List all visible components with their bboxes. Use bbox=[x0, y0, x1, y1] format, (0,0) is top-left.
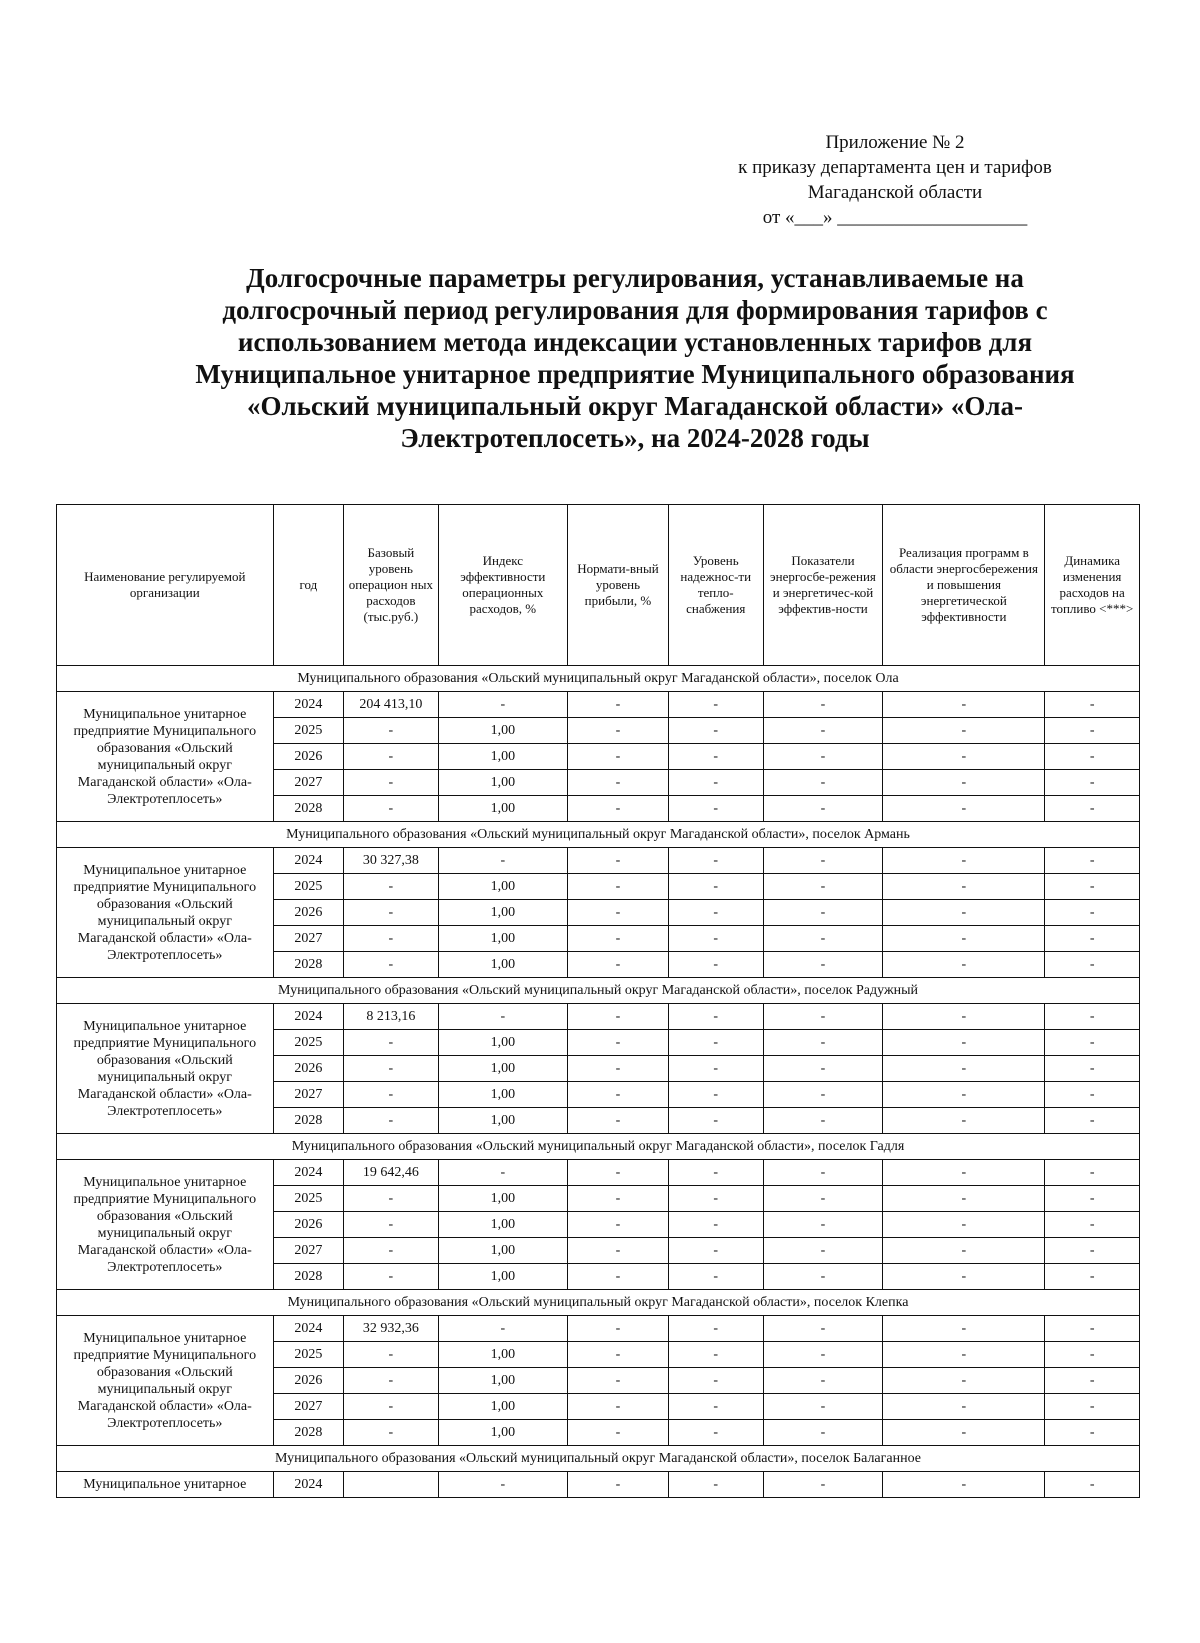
profit-level-cell: - bbox=[567, 900, 668, 926]
org-name-cell: Муниципальное унитарное предприятие Муниципального образования «Ольский муниципальный округ Магаданской области» «Ола-Электротеплосеть» bbox=[57, 1316, 274, 1446]
org-name-cell: Муниципальное унитарное предприятие Муниципального образования «Ольский муниципальный округ Магаданской области» «Ола-Электротеплосеть» bbox=[57, 848, 274, 978]
table-header-row bbox=[57, 505, 1140, 666]
programs-cell: - bbox=[883, 952, 1045, 978]
energy-saving-cell: - bbox=[763, 1004, 883, 1030]
energy-saving-cell: - bbox=[763, 692, 883, 718]
profit-level-cell: - bbox=[567, 1082, 668, 1108]
header-fuel-dynamics: Динамика изменения расходов на топливо <***> bbox=[1045, 505, 1140, 666]
fuel-dynamics-cell: - bbox=[1045, 1342, 1140, 1368]
energy-saving-cell: - bbox=[763, 1108, 883, 1134]
base-opex-cell: - bbox=[344, 1030, 439, 1056]
reliability-cell: - bbox=[668, 848, 763, 874]
base-opex-cell: - bbox=[344, 1186, 439, 1212]
year-cell: 2026 bbox=[273, 1368, 343, 1394]
fuel-dynamics-cell: - bbox=[1045, 718, 1140, 744]
programs-cell: - bbox=[883, 1420, 1045, 1446]
header-reliability: Уровень надежнос-ти тепло-снабжения bbox=[668, 505, 763, 666]
base-opex-cell: - bbox=[344, 796, 439, 822]
section-row bbox=[57, 1446, 1140, 1472]
section-title: Муниципального образования «Ольский муниципальный округ Магаданской области», поселок Ола bbox=[57, 666, 1140, 692]
year-cell: 2028 bbox=[273, 796, 343, 822]
section-title: Муниципального образования «Ольский муниципальный округ Магаданской области», поселок Клепка bbox=[57, 1290, 1140, 1316]
fuel-dynamics-cell: - bbox=[1045, 1082, 1140, 1108]
efficiency-index-cell: - bbox=[438, 1004, 567, 1030]
title-line: долгосрочный период регулирования для формирования тарифов с bbox=[222, 295, 1048, 325]
year-cell: 2027 bbox=[273, 770, 343, 796]
programs-cell: - bbox=[883, 1056, 1045, 1082]
programs-cell: - bbox=[883, 1368, 1045, 1394]
profit-level-cell: - bbox=[567, 1394, 668, 1420]
programs-cell: - bbox=[883, 1472, 1045, 1498]
reliability-cell: - bbox=[668, 1264, 763, 1290]
section-row bbox=[57, 978, 1140, 1004]
year-cell: 2024 bbox=[273, 848, 343, 874]
programs-cell: - bbox=[883, 1082, 1045, 1108]
efficiency-index-cell: 1,00 bbox=[438, 1186, 567, 1212]
energy-saving-cell: - bbox=[763, 796, 883, 822]
base-opex-cell: - bbox=[344, 1394, 439, 1420]
profit-level-cell: - bbox=[567, 1420, 668, 1446]
org-name-cell: Муниципальное унитарное предприятие Муниципального образования «Ольский муниципальный округ Магаданской области» «Ола-Электротеплосеть» bbox=[57, 1004, 274, 1134]
efficiency-index-cell: - bbox=[438, 1472, 567, 1498]
document-title bbox=[150, 262, 1120, 454]
profit-level-cell: - bbox=[567, 770, 668, 796]
table-row bbox=[57, 1160, 1140, 1186]
table-row bbox=[57, 1472, 1140, 1498]
profit-level-cell: - bbox=[567, 926, 668, 952]
efficiency-index-cell: 1,00 bbox=[438, 1082, 567, 1108]
fuel-dynamics-cell: - bbox=[1045, 1004, 1140, 1030]
reliability-cell: - bbox=[668, 1212, 763, 1238]
appendix-order-ref: к приказу департамента цен и тарифов bbox=[738, 157, 1052, 178]
section-title: Муниципального образования «Ольский муниципальный округ Магаданской области», поселок Балаганное bbox=[57, 1446, 1140, 1472]
efficiency-index-cell: 1,00 bbox=[438, 1420, 567, 1446]
year-cell: 2024 bbox=[273, 1160, 343, 1186]
profit-level-cell: - bbox=[567, 692, 668, 718]
year-cell: 2025 bbox=[273, 874, 343, 900]
profit-level-cell: - bbox=[567, 1186, 668, 1212]
profit-level-cell: - bbox=[567, 1160, 668, 1186]
programs-cell: - bbox=[883, 1160, 1045, 1186]
year-cell: 2025 bbox=[273, 718, 343, 744]
base-opex-cell: 8 213,16 bbox=[344, 1004, 439, 1030]
year-cell: 2024 bbox=[273, 1316, 343, 1342]
title-line: использованием метода индексации установленных тарифов для bbox=[237, 327, 1033, 357]
efficiency-index-cell: - bbox=[438, 1160, 567, 1186]
appendix-header bbox=[705, 130, 1085, 230]
title-line: Муниципальное унитарное предприятие Муниципального образования bbox=[195, 359, 1075, 389]
header-efficiency-index: Индекс эффективности операционных расходов, % bbox=[438, 505, 567, 666]
efficiency-index-cell: 1,00 bbox=[438, 1056, 567, 1082]
efficiency-index-cell: 1,00 bbox=[438, 900, 567, 926]
programs-cell: - bbox=[883, 1316, 1045, 1342]
profit-level-cell: - bbox=[567, 952, 668, 978]
programs-cell: - bbox=[883, 1186, 1045, 1212]
section-title: Муниципального образования «Ольский муниципальный округ Магаданской области», поселок Радужный bbox=[57, 978, 1140, 1004]
energy-saving-cell: - bbox=[763, 1030, 883, 1056]
base-opex-cell: 204 413,10 bbox=[344, 692, 439, 718]
fuel-dynamics-cell: - bbox=[1045, 952, 1140, 978]
programs-cell: - bbox=[883, 848, 1045, 874]
reliability-cell: - bbox=[668, 1368, 763, 1394]
base-opex-cell: - bbox=[344, 1342, 439, 1368]
energy-saving-cell: - bbox=[763, 1160, 883, 1186]
profit-level-cell: - bbox=[567, 744, 668, 770]
profit-level-cell: - bbox=[567, 1472, 668, 1498]
reliability-cell: - bbox=[668, 1238, 763, 1264]
profit-level-cell: - bbox=[567, 1316, 668, 1342]
reliability-cell: - bbox=[668, 900, 763, 926]
programs-cell: - bbox=[883, 1212, 1045, 1238]
profit-level-cell: - bbox=[567, 1004, 668, 1030]
energy-saving-cell: - bbox=[763, 952, 883, 978]
reliability-cell: - bbox=[668, 1160, 763, 1186]
programs-cell: - bbox=[883, 1030, 1045, 1056]
energy-saving-cell: - bbox=[763, 848, 883, 874]
efficiency-index-cell: 1,00 bbox=[438, 1108, 567, 1134]
header-org-name: Наименование регулируемой организации bbox=[57, 505, 274, 666]
base-opex-cell: - bbox=[344, 926, 439, 952]
year-cell: 2028 bbox=[273, 1264, 343, 1290]
fuel-dynamics-cell: - bbox=[1045, 874, 1140, 900]
efficiency-index-cell: 1,00 bbox=[438, 1394, 567, 1420]
header-base-opex: Базовый уровень операцион ных расходов (тыс.руб.) bbox=[344, 505, 439, 666]
reliability-cell: - bbox=[668, 1082, 763, 1108]
efficiency-index-cell: 1,00 bbox=[438, 1342, 567, 1368]
fuel-dynamics-cell: - bbox=[1045, 796, 1140, 822]
header-programs: Реализация программ в области энергосбережения и повышения энергетической эффективности bbox=[883, 505, 1045, 666]
fuel-dynamics-cell: - bbox=[1045, 1056, 1140, 1082]
energy-saving-cell: - bbox=[763, 1368, 883, 1394]
energy-saving-cell: - bbox=[763, 926, 883, 952]
programs-cell: - bbox=[883, 1342, 1045, 1368]
fuel-dynamics-cell: - bbox=[1045, 1394, 1140, 1420]
efficiency-index-cell: 1,00 bbox=[438, 770, 567, 796]
base-opex-cell: - bbox=[344, 1108, 439, 1134]
base-opex-cell bbox=[344, 1472, 439, 1498]
year-cell: 2027 bbox=[273, 1394, 343, 1420]
table-row bbox=[57, 1004, 1140, 1030]
base-opex-cell: - bbox=[344, 1082, 439, 1108]
reliability-cell: - bbox=[668, 1108, 763, 1134]
fuel-dynamics-cell: - bbox=[1045, 1420, 1140, 1446]
base-opex-cell: - bbox=[344, 1238, 439, 1264]
programs-cell: - bbox=[883, 770, 1045, 796]
base-opex-cell: - bbox=[344, 952, 439, 978]
section-row bbox=[57, 822, 1140, 848]
year-cell: 2026 bbox=[273, 900, 343, 926]
year-cell: 2027 bbox=[273, 926, 343, 952]
reliability-cell: - bbox=[668, 1186, 763, 1212]
efficiency-index-cell: 1,00 bbox=[438, 1368, 567, 1394]
reliability-cell: - bbox=[668, 952, 763, 978]
energy-saving-cell: - bbox=[763, 1342, 883, 1368]
reliability-cell: - bbox=[668, 796, 763, 822]
energy-saving-cell: - bbox=[763, 1186, 883, 1212]
year-cell: 2025 bbox=[273, 1342, 343, 1368]
programs-cell: - bbox=[883, 692, 1045, 718]
base-opex-cell: 30 327,38 bbox=[344, 848, 439, 874]
year-cell: 2027 bbox=[273, 1238, 343, 1264]
programs-cell: - bbox=[883, 744, 1045, 770]
efficiency-index-cell: 1,00 bbox=[438, 718, 567, 744]
fuel-dynamics-cell: - bbox=[1045, 1316, 1140, 1342]
fuel-dynamics-cell: - bbox=[1045, 900, 1140, 926]
year-cell: 2028 bbox=[273, 952, 343, 978]
fuel-dynamics-cell: - bbox=[1045, 1212, 1140, 1238]
fuel-dynamics-cell: - bbox=[1045, 1160, 1140, 1186]
table-row bbox=[57, 692, 1140, 718]
profit-level-cell: - bbox=[567, 1108, 668, 1134]
fuel-dynamics-cell: - bbox=[1045, 744, 1140, 770]
profit-level-cell: - bbox=[567, 796, 668, 822]
energy-saving-cell: - bbox=[763, 1056, 883, 1082]
reliability-cell: - bbox=[668, 1030, 763, 1056]
table-row bbox=[57, 1316, 1140, 1342]
fuel-dynamics-cell: - bbox=[1045, 1238, 1140, 1264]
programs-cell: - bbox=[883, 718, 1045, 744]
section-title: Муниципального образования «Ольский муниципальный округ Магаданской области», поселок Армань bbox=[57, 822, 1140, 848]
energy-saving-cell: - bbox=[763, 1082, 883, 1108]
fuel-dynamics-cell: - bbox=[1045, 1368, 1140, 1394]
efficiency-index-cell: - bbox=[438, 692, 567, 718]
header-year: год bbox=[273, 505, 343, 666]
fuel-dynamics-cell: - bbox=[1045, 1108, 1140, 1134]
reliability-cell: - bbox=[668, 1316, 763, 1342]
fuel-dynamics-cell: - bbox=[1045, 926, 1140, 952]
efficiency-index-cell: 1,00 bbox=[438, 1264, 567, 1290]
reliability-cell: - bbox=[668, 874, 763, 900]
energy-saving-cell: - bbox=[763, 1394, 883, 1420]
section-title: Муниципального образования «Ольский муниципальный округ Магаданской области», поселок Гадля bbox=[57, 1134, 1140, 1160]
energy-saving-cell: - bbox=[763, 1420, 883, 1446]
energy-saving-cell: - bbox=[763, 1264, 883, 1290]
parameters-table bbox=[56, 504, 1140, 1498]
section-row bbox=[57, 1290, 1140, 1316]
profit-level-cell: - bbox=[567, 874, 668, 900]
year-cell: 2026 bbox=[273, 1056, 343, 1082]
fuel-dynamics-cell: - bbox=[1045, 692, 1140, 718]
base-opex-cell: - bbox=[344, 1212, 439, 1238]
fuel-dynamics-cell: - bbox=[1045, 848, 1140, 874]
fuel-dynamics-cell: - bbox=[1045, 1472, 1140, 1498]
reliability-cell: - bbox=[668, 1420, 763, 1446]
header-profit-level: Нормати-вный уровень прибыли, % bbox=[567, 505, 668, 666]
title-line: Электротеплосеть», на 2024-2028 годы bbox=[400, 423, 870, 453]
reliability-cell: - bbox=[668, 1004, 763, 1030]
reliability-cell: - bbox=[668, 926, 763, 952]
reliability-cell: - bbox=[668, 1056, 763, 1082]
efficiency-index-cell: 1,00 bbox=[438, 926, 567, 952]
org-name-cell: Муниципальное унитарное bbox=[57, 1472, 274, 1498]
reliability-cell: - bbox=[668, 1342, 763, 1368]
reliability-cell: - bbox=[668, 692, 763, 718]
programs-cell: - bbox=[883, 1108, 1045, 1134]
profit-level-cell: - bbox=[567, 1056, 668, 1082]
year-cell: 2026 bbox=[273, 1212, 343, 1238]
reliability-cell: - bbox=[668, 744, 763, 770]
efficiency-index-cell: 1,00 bbox=[438, 1238, 567, 1264]
fuel-dynamics-cell: - bbox=[1045, 1030, 1140, 1056]
profit-level-cell: - bbox=[567, 1342, 668, 1368]
year-cell: 2025 bbox=[273, 1186, 343, 1212]
base-opex-cell: - bbox=[344, 744, 439, 770]
org-name-cell: Муниципальное унитарное предприятие Муниципального образования «Ольский муниципальный округ Магаданской области» «Ола-Электротеплосеть» bbox=[57, 1160, 274, 1290]
efficiency-index-cell: - bbox=[438, 1316, 567, 1342]
org-name-cell: Муниципальное унитарное предприятие Муниципального образования «Ольский муниципальный округ Магаданской области» «Ола-Электротеплосеть» bbox=[57, 692, 274, 822]
programs-cell: - bbox=[883, 926, 1045, 952]
fuel-dynamics-cell: - bbox=[1045, 1186, 1140, 1212]
base-opex-cell: - bbox=[344, 874, 439, 900]
base-opex-cell: - bbox=[344, 718, 439, 744]
year-cell: 2024 bbox=[273, 692, 343, 718]
efficiency-index-cell: - bbox=[438, 848, 567, 874]
efficiency-index-cell: 1,00 bbox=[438, 1030, 567, 1056]
profit-level-cell: - bbox=[567, 1030, 668, 1056]
base-opex-cell: - bbox=[344, 1264, 439, 1290]
energy-saving-cell: - bbox=[763, 900, 883, 926]
profit-level-cell: - bbox=[567, 1368, 668, 1394]
profit-level-cell: - bbox=[567, 718, 668, 744]
programs-cell: - bbox=[883, 796, 1045, 822]
year-cell: 2024 bbox=[273, 1472, 343, 1498]
base-opex-cell: - bbox=[344, 770, 439, 796]
efficiency-index-cell: 1,00 bbox=[438, 874, 567, 900]
section-row bbox=[57, 666, 1140, 692]
year-cell: 2026 bbox=[273, 744, 343, 770]
energy-saving-cell: - bbox=[763, 1238, 883, 1264]
efficiency-index-cell: 1,00 bbox=[438, 796, 567, 822]
reliability-cell: - bbox=[668, 1394, 763, 1420]
energy-saving-cell: - bbox=[763, 1472, 883, 1498]
energy-saving-cell: - bbox=[763, 770, 883, 796]
base-opex-cell: 19 642,46 bbox=[344, 1160, 439, 1186]
appendix-date: от «___» ____________________ bbox=[762, 207, 1028, 228]
profit-level-cell: - bbox=[567, 1264, 668, 1290]
profit-level-cell: - bbox=[567, 1212, 668, 1238]
energy-saving-cell: - bbox=[763, 718, 883, 744]
base-opex-cell: - bbox=[344, 1420, 439, 1446]
appendix-number: Приложение № 2 bbox=[825, 132, 965, 153]
year-cell: 2028 bbox=[273, 1108, 343, 1134]
appendix-region: Магаданской области bbox=[807, 182, 983, 203]
year-cell: 2027 bbox=[273, 1082, 343, 1108]
title-line: «Ольский муниципальный округ Магаданской области» «Ола- bbox=[247, 391, 1023, 421]
energy-saving-cell: - bbox=[763, 874, 883, 900]
base-opex-cell: 32 932,36 bbox=[344, 1316, 439, 1342]
energy-saving-cell: - bbox=[763, 744, 883, 770]
base-opex-cell: - bbox=[344, 900, 439, 926]
table-row bbox=[57, 848, 1140, 874]
section-row bbox=[57, 1134, 1140, 1160]
energy-saving-cell: - bbox=[763, 1212, 883, 1238]
year-cell: 2024 bbox=[273, 1004, 343, 1030]
base-opex-cell: - bbox=[344, 1056, 439, 1082]
header-energy-saving: Показатели энергосбе-режения и энергетичес-кой эффектив-ности bbox=[763, 505, 883, 666]
reliability-cell: - bbox=[668, 718, 763, 744]
efficiency-index-cell: 1,00 bbox=[438, 1212, 567, 1238]
year-cell: 2025 bbox=[273, 1030, 343, 1056]
reliability-cell: - bbox=[668, 770, 763, 796]
year-cell: 2028 bbox=[273, 1420, 343, 1446]
programs-cell: - bbox=[883, 1394, 1045, 1420]
programs-cell: - bbox=[883, 874, 1045, 900]
programs-cell: - bbox=[883, 1264, 1045, 1290]
profit-level-cell: - bbox=[567, 848, 668, 874]
reliability-cell: - bbox=[668, 1472, 763, 1498]
fuel-dynamics-cell: - bbox=[1045, 1264, 1140, 1290]
base-opex-cell: - bbox=[344, 1368, 439, 1394]
title-line: Долгосрочные параметры регулирования, устанавливаемые на bbox=[246, 263, 1024, 293]
efficiency-index-cell: 1,00 bbox=[438, 952, 567, 978]
efficiency-index-cell: 1,00 bbox=[438, 744, 567, 770]
table-body bbox=[57, 666, 1140, 1498]
energy-saving-cell: - bbox=[763, 1316, 883, 1342]
profit-level-cell: - bbox=[567, 1238, 668, 1264]
programs-cell: - bbox=[883, 1238, 1045, 1264]
programs-cell: - bbox=[883, 1004, 1045, 1030]
fuel-dynamics-cell: - bbox=[1045, 770, 1140, 796]
programs-cell: - bbox=[883, 900, 1045, 926]
